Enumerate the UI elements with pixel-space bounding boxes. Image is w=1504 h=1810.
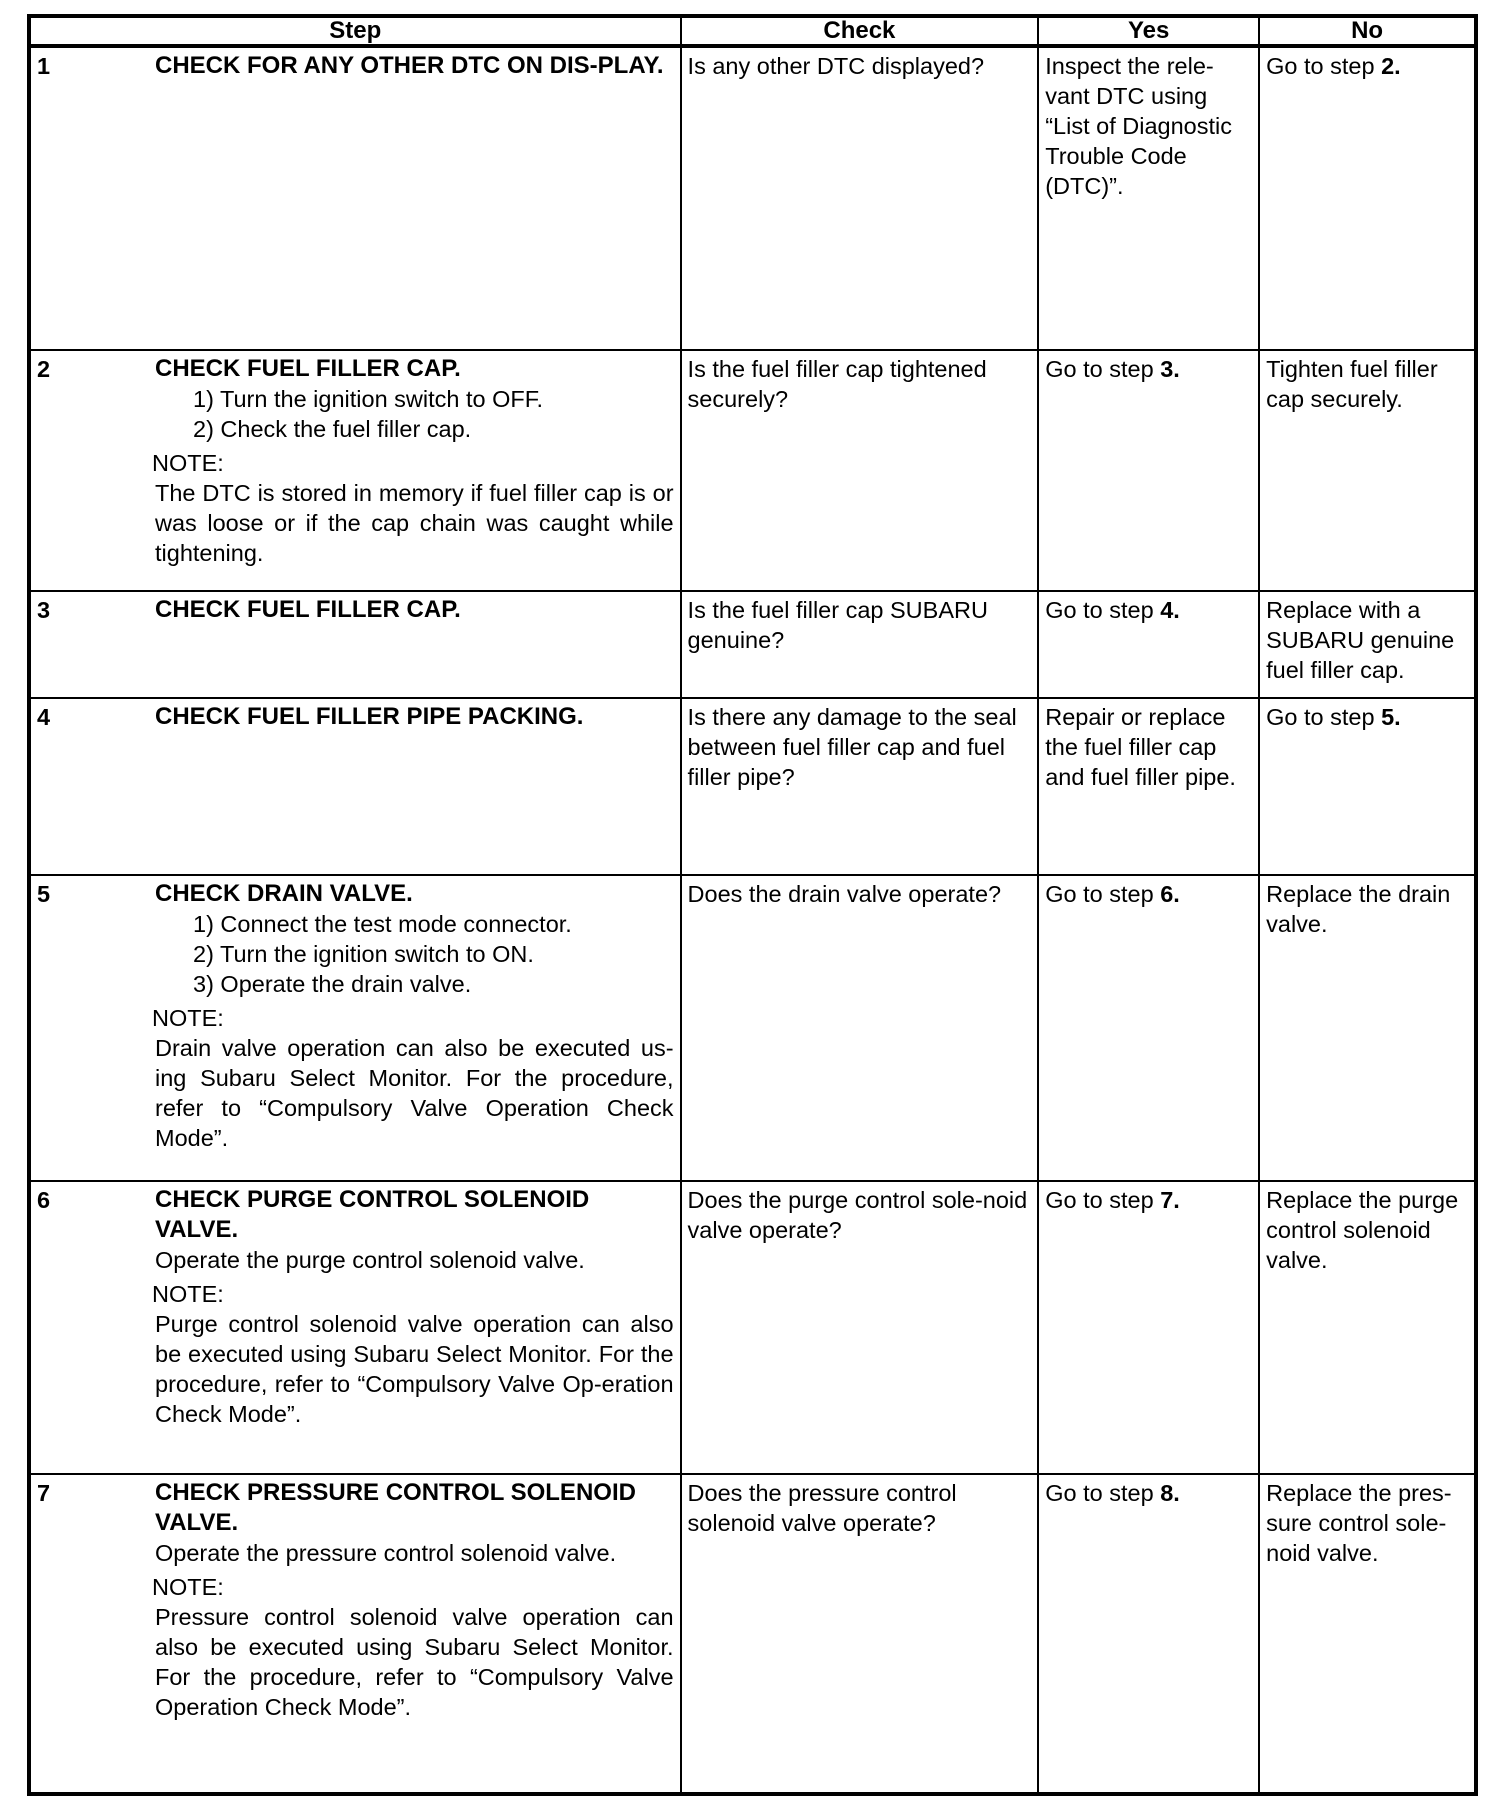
yes-cell [1038, 875, 1259, 1181]
check-cell: Is the fuel filler cap SUBARU genuine? [681, 591, 1039, 698]
check-cell: Is the fuel filler cap tightened securely? [681, 350, 1039, 591]
note-text: Purge control solenoid valve operation can also be executed using Subaru Select Monitor. For the procedure, refer to “Compulsory Valve Op-eration Check Mode”. [155, 1310, 674, 1427]
step-cell [29, 698, 681, 875]
step-body-text: Operate the pressure control solenoid valve. [155, 1540, 617, 1567]
header-no: No [1259, 16, 1476, 46]
yes-destination: 4. [1160, 597, 1180, 624]
step-cell [29, 1181, 681, 1475]
step-title: CHECK PRESSURE CONTROL SOLENOID VALVE. [155, 1479, 636, 1537]
step-cell [29, 1474, 681, 1794]
check-cell: Is any other DTC displayed? [681, 46, 1039, 350]
step-number: 5 [37, 881, 51, 908]
note-label: NOTE: [152, 450, 224, 477]
no-cell [1259, 875, 1476, 1181]
yes-prefix: Go to step [1045, 356, 1161, 383]
table-row [29, 46, 1476, 350]
step-number: 2 [37, 356, 51, 383]
step-number: 1 [37, 53, 51, 79]
check-cell: Does the pressure control solenoid valve operate? [681, 1474, 1039, 1794]
no-prefix: Go to step [1266, 53, 1382, 79]
yes-cell [1038, 1181, 1259, 1475]
yes-cell [1038, 46, 1259, 350]
yes-prefix: Go to step [1045, 597, 1161, 624]
no-destination: 2. [1381, 53, 1401, 79]
yes-destination: 6. [1160, 881, 1180, 908]
table-row [29, 1474, 1476, 1794]
diagnostic-table [27, 14, 1478, 1796]
no-text: Replace the purge control solenoid valve. [1266, 1186, 1459, 1273]
note-text: Pressure control solenoid valve operation can also be executed using Subaru Select Monitor. For the procedure, refer to “Compulsory Valve Operation Check Mode”. [155, 1604, 674, 1721]
table-row [29, 1181, 1476, 1475]
note-text: Drain valve operation can also be executed us-ing Subaru Select Monitor. For the procedure, refer to “Compulsory Valve Operation Check Mode”. [155, 1035, 674, 1152]
no-cell [1259, 1181, 1476, 1475]
check-cell: Is there any damage to the seal between fuel filler cap and fuel filler pipe? [681, 698, 1039, 875]
yes-destination: 3. [1160, 356, 1180, 383]
step-cell [29, 875, 681, 1181]
step-cell [29, 591, 681, 698]
step-body-text: Operate the purge control solenoid valve. [155, 1246, 585, 1273]
yes-text: Repair or replace the fuel filler cap and fuel filler pipe. [1045, 704, 1236, 791]
step-cell [29, 350, 681, 591]
substep: 1) Connect the test mode connector. [193, 911, 572, 938]
header-yes: Yes [1038, 16, 1259, 46]
note-text: The DTC is stored in memory if fuel filler cap is or was loose or if the cap chain was caught while tightening. [155, 480, 674, 567]
table-row [29, 698, 1476, 875]
no-text: Replace with a SUBARU genuine fuel filler cap. [1266, 597, 1455, 684]
yes-prefix: Go to step [1045, 1480, 1161, 1507]
yes-prefix: Go to step [1045, 881, 1161, 908]
no-prefix: Go to step [1266, 704, 1382, 731]
substep: 1) Turn the ignition switch to OFF. [193, 386, 544, 413]
yes-prefix: Go to step [1045, 1186, 1161, 1213]
step-number: 6 [37, 1186, 51, 1213]
step-title: CHECK FUEL FILLER CAP. [155, 355, 461, 383]
no-cell [1259, 591, 1476, 698]
substep: 2) Turn the ignition switch to ON. [193, 941, 534, 968]
yes-destination: 7. [1160, 1186, 1180, 1213]
yes-cell [1038, 350, 1259, 591]
table-row [29, 591, 1476, 698]
note-label: NOTE: [152, 1280, 224, 1307]
step-title: CHECK FUEL FILLER CAP. [155, 596, 461, 624]
no-text: Replace the pres-sure control sole-noid valve. [1266, 1480, 1452, 1567]
note-label: NOTE: [152, 1574, 224, 1601]
no-text: Replace the drain valve. [1266, 881, 1451, 938]
no-cell [1259, 1474, 1476, 1794]
header-check: Check [681, 16, 1039, 46]
check-cell: Does the purge control sole-noid valve operate? [681, 1181, 1039, 1475]
note-label: NOTE: [152, 1005, 224, 1032]
yes-cell [1038, 1474, 1259, 1794]
step-cell [29, 46, 681, 350]
substep: 3) Operate the drain valve. [193, 971, 472, 998]
yes-cell [1038, 698, 1259, 875]
substep-list [155, 384, 674, 444]
step-title: CHECK DRAIN VALVE. [155, 880, 413, 908]
step-title: CHECK FOR ANY OTHER DTC ON DIS-PLAY. [155, 52, 664, 79]
no-cell [1259, 350, 1476, 591]
no-text: Tighten fuel filler cap securely. [1266, 356, 1438, 413]
substep: 2) Check the fuel filler cap. [193, 416, 472, 443]
table-header-row [29, 16, 1476, 46]
no-cell [1259, 46, 1476, 350]
step-title: CHECK FUEL FILLER PIPE PACKING. [155, 703, 584, 731]
no-cell [1259, 698, 1476, 875]
step-number: 3 [37, 597, 51, 624]
substep-list [155, 909, 674, 999]
table-row [29, 350, 1476, 591]
yes-destination: 8. [1160, 1480, 1180, 1507]
table-row [29, 875, 1476, 1181]
step-title: CHECK PURGE CONTROL SOLENOID VALVE. [155, 1185, 590, 1243]
step-number: 7 [37, 1480, 51, 1507]
yes-text: Inspect the rele-vant DTC using “List of Diagnostic Trouble Code (DTC)”. [1045, 53, 1233, 199]
header-step: Step [29, 16, 681, 46]
step-number: 4 [37, 704, 51, 731]
no-destination: 5. [1381, 704, 1401, 731]
yes-cell [1038, 591, 1259, 698]
check-cell: Does the drain valve operate? [681, 875, 1039, 1181]
